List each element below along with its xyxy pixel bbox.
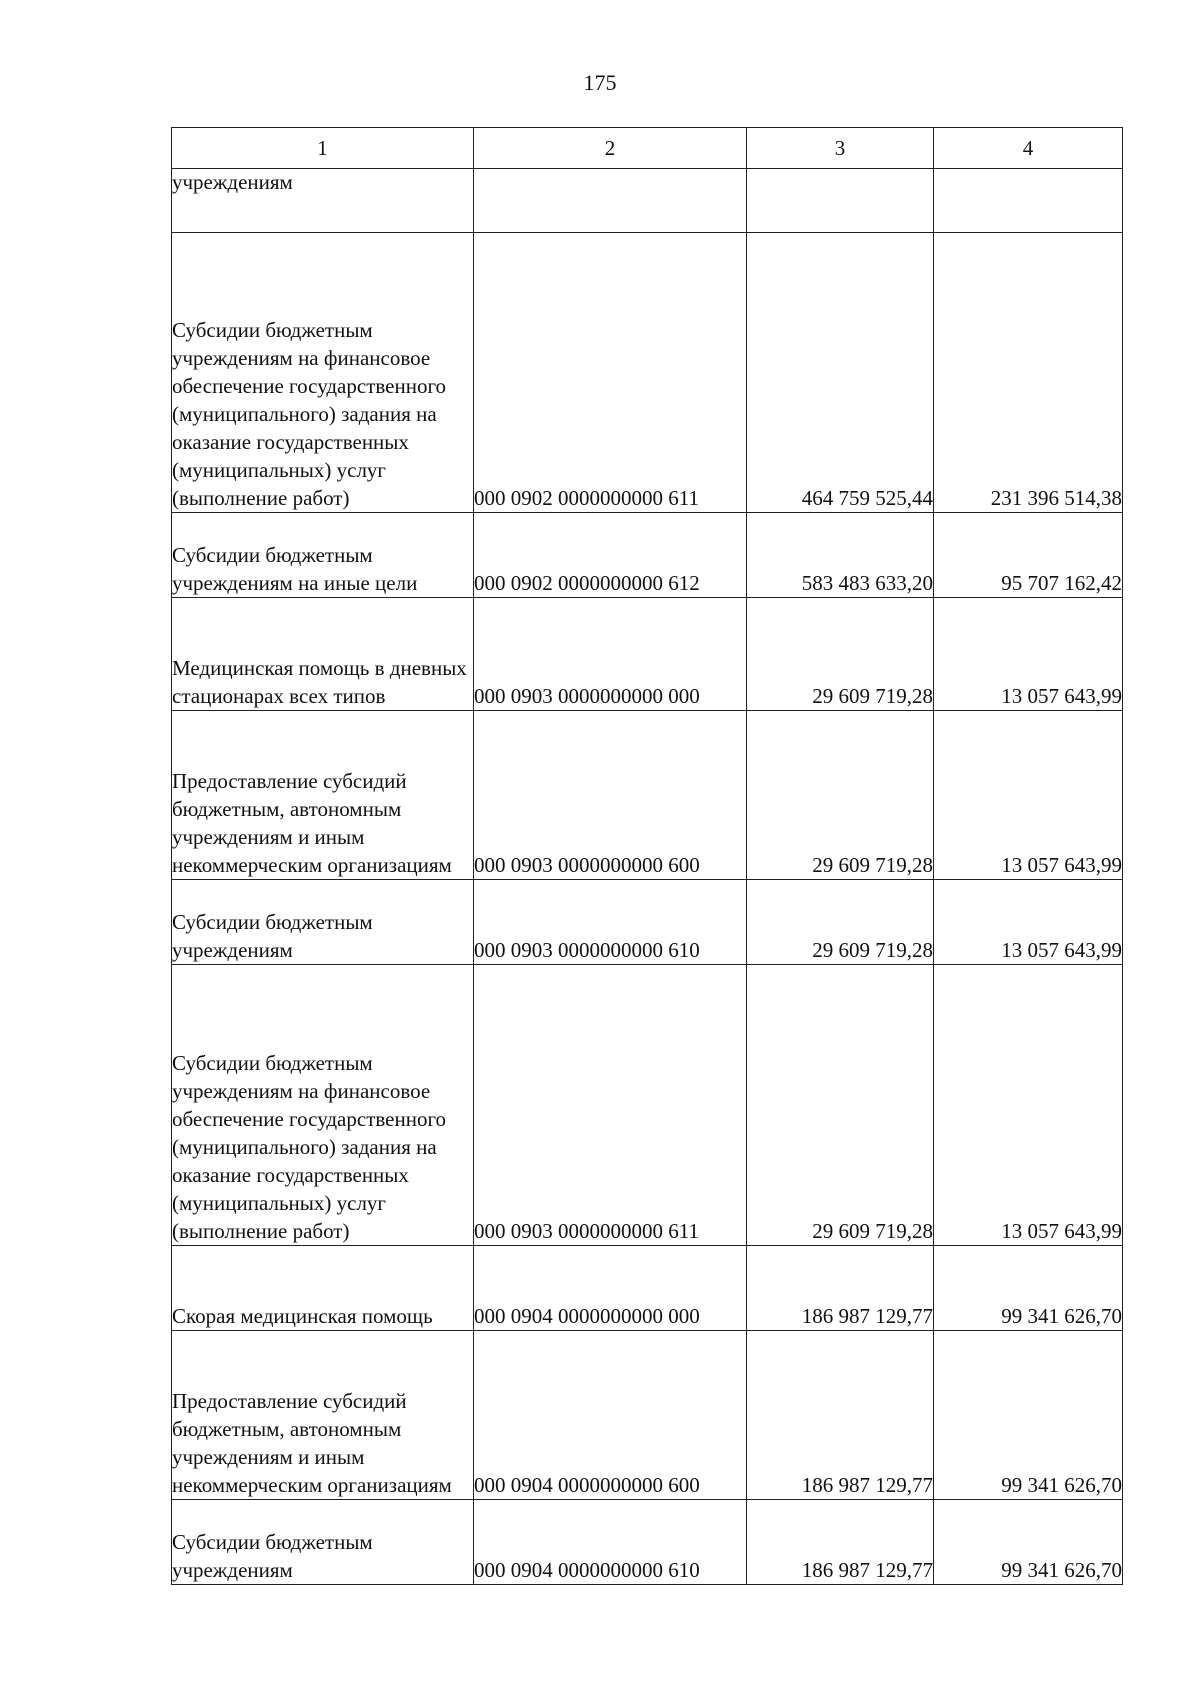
- row-name: Предоставление субсидий бюджетным, автономным учреждениям и иным некоммерческим организациям: [172, 711, 474, 880]
- column-header-4: 4: [934, 128, 1123, 169]
- table-row: [172, 169, 1123, 233]
- table-row: [172, 880, 1123, 965]
- row-name: Субсидии бюджетным учреждениям на иные цели: [172, 513, 474, 598]
- row-name: Субсидии бюджетным учреждениям: [172, 1500, 474, 1585]
- row-code: 000 0903 0000000000 611: [474, 965, 747, 1246]
- row-value-4: [934, 169, 1123, 233]
- row-value-3: 186 987 129,77: [747, 1331, 934, 1500]
- row-value-3: 29 609 719,28: [747, 965, 934, 1246]
- row-value-4: 13 057 643,99: [934, 880, 1123, 965]
- column-header-1: 1: [172, 128, 474, 169]
- row-name: учреждениям: [172, 169, 474, 233]
- column-header-3: 3: [747, 128, 934, 169]
- row-code: 000 0903 0000000000 000: [474, 598, 747, 711]
- row-code: 000 0902 0000000000 611: [474, 233, 747, 513]
- row-value-4: 95 707 162,42: [934, 513, 1123, 598]
- table-row: [172, 598, 1123, 711]
- row-name: Субсидии бюджетным учреждениям на финансовое обеспечение государственного (муниципального) задания на оказание государственных (муниципальных) услуг (выполнение работ): [172, 233, 474, 513]
- row-value-3: 29 609 719,28: [747, 598, 934, 711]
- table-row: [172, 965, 1123, 1246]
- row-code: 000 0904 0000000000 000: [474, 1246, 747, 1331]
- table-row: [172, 1500, 1123, 1585]
- row-value-3: 186 987 129,77: [747, 1246, 934, 1331]
- table-row: [172, 1246, 1123, 1331]
- table-row: [172, 1331, 1123, 1500]
- budget-table: [171, 127, 1123, 1585]
- row-code: 000 0904 0000000000 610: [474, 1500, 747, 1585]
- row-code: 000 0904 0000000000 600: [474, 1331, 747, 1500]
- column-header-2: 2: [474, 128, 747, 169]
- row-value-4: 13 057 643,99: [934, 965, 1123, 1246]
- row-value-3: 29 609 719,28: [747, 711, 934, 880]
- row-value-4: 13 057 643,99: [934, 598, 1123, 711]
- row-value-3: [747, 169, 934, 233]
- row-value-4: 99 341 626,70: [934, 1500, 1123, 1585]
- row-name: Медицинская помощь в дневных стационарах всех типов: [172, 598, 474, 711]
- row-value-3: 583 483 633,20: [747, 513, 934, 598]
- row-name: Скорая медицинская помощь: [172, 1246, 474, 1331]
- row-code: 000 0903 0000000000 600: [474, 711, 747, 880]
- row-name: Субсидии бюджетным учреждениям на финансовое обеспечение государственного (муниципального) задания на оказание государственных (муниципальных) услуг (выполнение работ): [172, 965, 474, 1246]
- row-value-4: 99 341 626,70: [934, 1246, 1123, 1331]
- row-value-3: 29 609 719,28: [747, 880, 934, 965]
- row-code: 000 0903 0000000000 610: [474, 880, 747, 965]
- page-number: 175: [583, 70, 617, 95]
- row-value-4: 13 057 643,99: [934, 711, 1123, 880]
- table-header-row: [172, 128, 1123, 169]
- table-row: [172, 711, 1123, 880]
- table-row: [172, 233, 1123, 513]
- row-code: [474, 169, 747, 233]
- row-name: Субсидии бюджетным учреждениям: [172, 880, 474, 965]
- row-value-3: 186 987 129,77: [747, 1500, 934, 1585]
- table-row: [172, 513, 1123, 598]
- row-name: Предоставление субсидий бюджетным, автономным учреждениям и иным некоммерческим организациям: [172, 1331, 474, 1500]
- row-value-4: 99 341 626,70: [934, 1331, 1123, 1500]
- row-value-3: 464 759 525,44: [747, 233, 934, 513]
- row-code: 000 0902 0000000000 612: [474, 513, 747, 598]
- row-value-4: 231 396 514,38: [934, 233, 1123, 513]
